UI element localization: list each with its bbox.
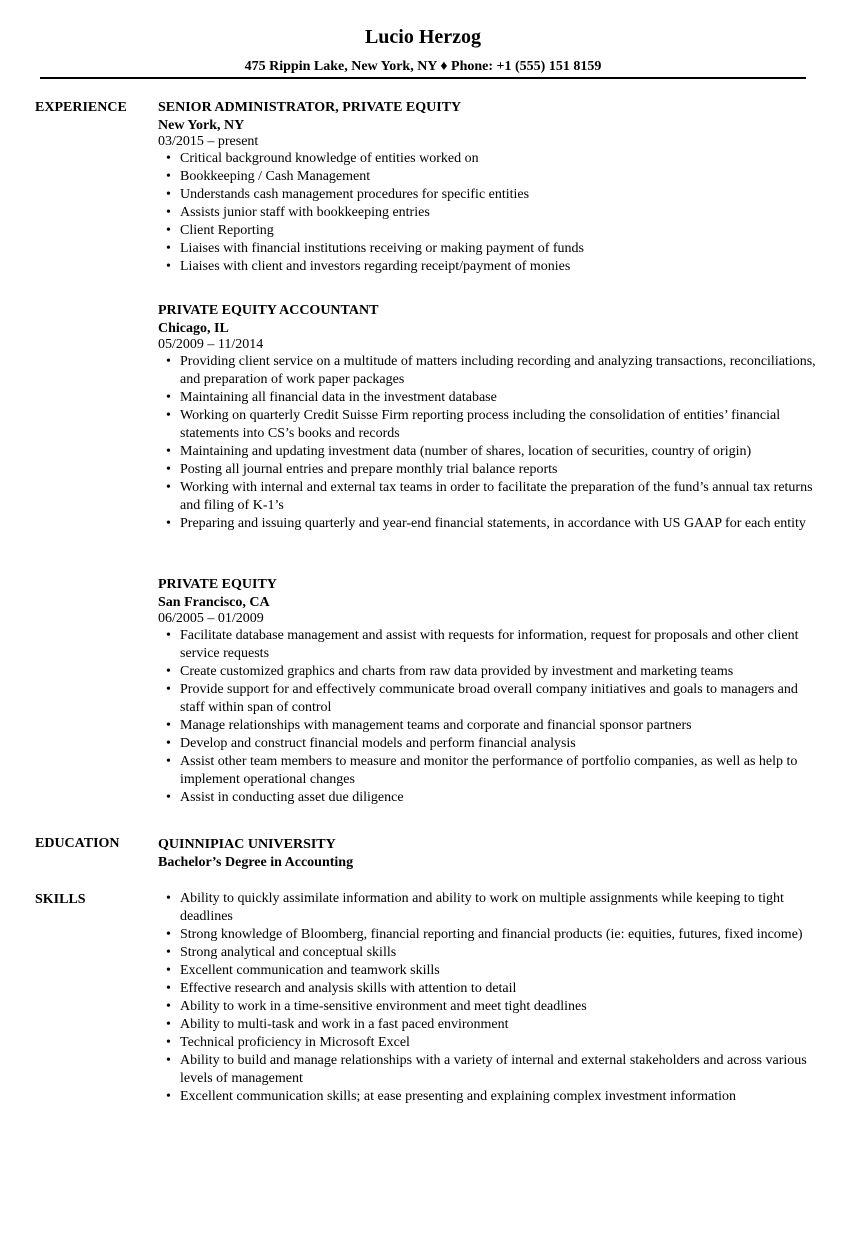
job-location: New York, NY	[158, 118, 245, 133]
job-bullet: • Develop and construct financial models and perform financial analysis	[180, 735, 820, 753]
skills-list-container	[158, 890, 818, 1106]
job-bullet: • Posting all journal entries and prepare monthly trial balance reports	[180, 461, 820, 479]
job-bullet: • Create customized graphics and charts from raw data provided by investment and marketing teams	[180, 663, 820, 681]
job-bullets	[158, 353, 820, 533]
job-location: Chicago, IL	[158, 321, 229, 336]
skill-item: • Ability to work in a time-sensitive environment and meet tight deadlines	[180, 998, 820, 1016]
skills-list	[158, 890, 820, 1106]
job-bullet: • Manage relationships with management teams and corporate and financial sponsor partners	[180, 717, 820, 735]
job-bullet: • Providing client service on a multitude of matters including recording and analyzing transactions, reconciliations, and preparation of work paper packages	[180, 353, 820, 389]
job-bullet: • Provide support for and effectively communicate broad overall company initiatives and goals to managers and staff within span of control	[180, 681, 820, 717]
job-bullet: • Maintaining and updating investment data (number of shares, location of securities, country of origin)	[180, 443, 820, 461]
job-bullets	[158, 627, 820, 807]
education-entry	[158, 836, 818, 871]
job-location: San Francisco, CA	[158, 595, 270, 610]
skill-item: • Excellent communication skills; at ease presenting and explaining complex investment information	[180, 1088, 820, 1106]
skill-item: • Ability to quickly assimilate information and ability to work on multiple assignments while keeping to tight deadlines	[180, 890, 820, 926]
skill-item: • Ability to multi-task and work in a fast paced environment	[180, 1016, 820, 1034]
job-title: PRIVATE EQUITY	[158, 577, 277, 592]
contact-line: 475 Rippin Lake, New York, NY ♦ Phone: +1 (555) 151 8159	[244, 59, 602, 74]
job-bullet: • Liaises with financial institutions receiving or making payment of funds	[180, 240, 820, 258]
job-bullet: • Liaises with client and investors regarding receipt/payment of monies	[180, 258, 820, 276]
job-entry	[158, 99, 818, 276]
job-bullet: • Facilitate database management and assist with requests for information, request for proposals and other client service requests	[180, 627, 820, 663]
job-bullets	[158, 150, 820, 276]
job-title: SENIOR ADMINISTRATOR, PRIVATE EQUITY	[158, 100, 462, 115]
school-name: QUINNIPIAC UNIVERSITY	[158, 837, 336, 852]
job-entry	[158, 302, 818, 533]
header-divider	[40, 77, 806, 79]
job-dates: 03/2015 – present	[158, 134, 259, 149]
skill-item: • Ability to build and manage relationships with a variety of internal and external stakeholders and across various levels of management	[180, 1052, 820, 1088]
experience-heading: EXPERIENCE	[35, 100, 127, 115]
job-bullet: • Maintaining all financial data in the investment database	[180, 389, 820, 407]
skill-item: • Excellent communication and teamwork skills	[180, 962, 820, 980]
degree: Bachelor’s Degree in Accounting	[158, 855, 354, 870]
job-entry	[158, 576, 818, 807]
skills-heading: SKILLS	[35, 892, 86, 907]
job-bullet: • Preparing and issuing quarterly and year-end financial statements, in accordance with US GAAP for each entity	[180, 515, 820, 533]
skill-item: • Strong knowledge of Bloomberg, financial reporting and financial products (ie: equities, futures, fixed income)	[180, 926, 820, 944]
job-bullet: • Assist in conducting asset due diligence	[180, 789, 820, 807]
candidate-name: Lucio Herzog	[364, 26, 482, 48]
job-bullet: • Critical background knowledge of entities worked on	[180, 150, 820, 168]
job-bullet: • Assists junior staff with bookkeeping entries	[180, 204, 820, 222]
job-bullet: • Bookkeeping / Cash Management	[180, 168, 820, 186]
job-bullet: • Understands cash management procedures for specific entities	[180, 186, 820, 204]
job-bullet: • Client Reporting	[180, 222, 820, 240]
skill-item: • Effective research and analysis skills with attention to detail	[180, 980, 820, 998]
skill-item: • Strong analytical and conceptual skills	[180, 944, 820, 962]
job-title: PRIVATE EQUITY ACCOUNTANT	[158, 303, 379, 318]
job-dates: 06/2005 – 01/2009	[158, 611, 264, 626]
skill-item: • Technical proficiency in Microsoft Excel	[180, 1034, 820, 1052]
education-heading: EDUCATION	[35, 836, 120, 851]
job-bullet: • Working on quarterly Credit Suisse Firm reporting process including the consolidation of entities’ financial statements into CS’s books and records	[180, 407, 820, 443]
job-bullet: • Working with internal and external tax teams in order to facilitate the preparation of the fund’s annual tax returns and filing of K-1’s	[180, 479, 820, 515]
job-bullet: • Assist other team members to measure and monitor the performance of portfolio companies, as well as help to implement operational changes	[180, 753, 820, 789]
job-dates: 05/2009 – 11/2014	[158, 337, 264, 352]
